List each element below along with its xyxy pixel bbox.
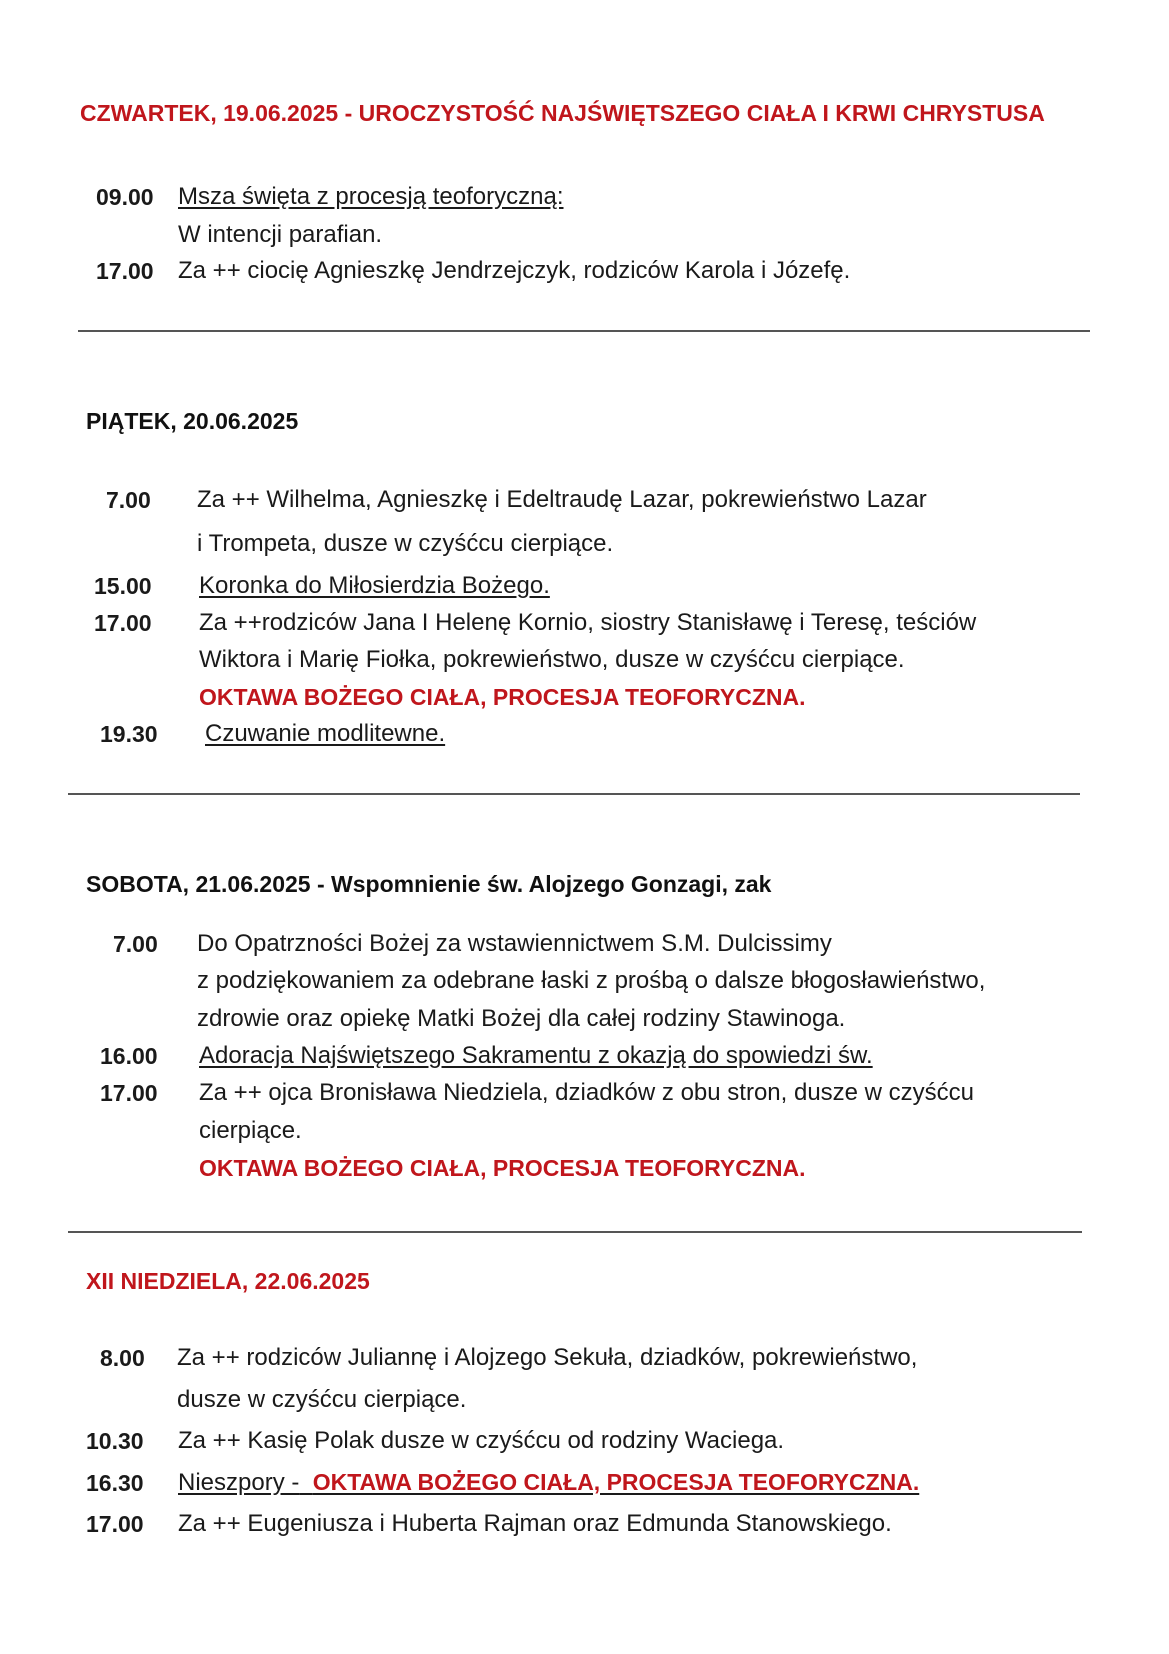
mass-intention-line: Za ++ Eugeniusza i Huberta Rajman oraz Edmunda Stanowskiego.	[178, 1510, 892, 1537]
mass-intention-line: Za ++ rodziców Juliannę i Alojzego Sekuła, dziadków, pokrewieństwo,	[177, 1344, 918, 1371]
mass-time: 7.00	[106, 487, 151, 513]
mass-intention-line: zdrowie oraz opiekę Matki Bożej dla całej rodziny Stawinoga.	[197, 1005, 846, 1032]
mass-time: 15.00	[94, 573, 152, 599]
mass-time: 17.00	[94, 610, 152, 636]
octave-note: OKTAWA BOŻEGO CIAŁA, PROCESJA TEOFORYCZNA.	[199, 684, 806, 710]
mass-intention-line: Msza święta z procesją teoforyczną:	[178, 183, 564, 210]
mass-time: 17.00	[100, 1080, 158, 1106]
mass-time: 09.00	[96, 184, 154, 210]
mass-intention-line: Koronka do Miłosierdzia Bożego.	[199, 572, 550, 599]
mass-intention-line: dusze w czyśćcu cierpiące.	[177, 1386, 467, 1413]
mass-time: 16.30	[86, 1470, 144, 1496]
mass-intention-line: W intencji parafian.	[178, 221, 383, 248]
mass-time: 17.00	[86, 1511, 144, 1537]
mass-intention-line: i Trompeta, dusze w czyśćcu cierpiące.	[197, 530, 614, 557]
vespers-label: Nieszpory -	[178, 1469, 300, 1496]
section-heading-friday: PIĄTEK, 20.06.2025	[86, 408, 299, 434]
octave-note: OKTAWA BOŻEGO CIAŁA, PROCESJA TEOFORYCZNA.	[199, 1155, 806, 1181]
mass-intention-line: Za ++ ojca Bronisława Niedziela, dziadków z obu stron, dusze w czyśćcu	[199, 1079, 975, 1106]
mass-intention-line: Wiktora i Marię Fiołka, pokrewieństwo, dusze w czyśćcu cierpiące.	[199, 646, 905, 673]
mass-intention-line: Czuwanie modlitewne.	[205, 720, 446, 747]
mass-intention-line: Adoracja Najświętszego Sakramentu z okazją do spowiedzi św.	[199, 1042, 873, 1069]
mass-intention-line: z podziękowaniem za odebrane łaski z prośbą o dalsze błogosławieństwo,	[197, 967, 986, 994]
section-divider	[78, 330, 1090, 332]
mass-intention-line: Za ++ Kasię Polak dusze w czyśćcu od rodziny Waciega.	[178, 1427, 785, 1454]
mass-time: 19.30	[100, 721, 158, 747]
mass-time: 10.30	[86, 1428, 144, 1454]
mass-time: 8.00	[100, 1345, 145, 1371]
mass-intention-line: Do Opatrzności Bożej za wstawiennictwem S.M. Dulcissimy	[197, 930, 832, 957]
section-heading-thursday: CZWARTEK, 19.06.2025 - UROCZYSTOŚĆ NAJŚWIĘTSZEGO CIAŁA I KRWI CHRYSTUSA	[80, 100, 1045, 126]
mass-time: 7.00	[113, 931, 158, 957]
section-heading-sunday: XII NIEDZIELA, 22.06.2025	[86, 1268, 370, 1294]
mass-intention-line: cierpiące.	[199, 1117, 302, 1144]
mass-intention-line	[178, 1469, 919, 1497]
mass-intention-line: Za ++ ciocię Agnieszkę Jendrzejczyk, rodziców Karola i Józefę.	[178, 257, 851, 284]
mass-time: 16.00	[100, 1043, 158, 1069]
mass-intention-line: Za ++rodziców Jana I Helenę Kornio, siostry Stanisławę i Teresę, teściów	[199, 609, 977, 636]
section-divider	[68, 1231, 1082, 1233]
octave-note: OKTAWA BOŻEGO CIAŁA, PROCESJA TEOFORYCZNA.	[312, 1469, 920, 1495]
section-divider	[68, 793, 1080, 795]
section-heading-saturday: SOBOTA, 21.06.2025 - Wspomnienie św. Alojzego Gonzagi, zak	[86, 871, 772, 897]
mass-time: 17.00	[96, 258, 154, 284]
mass-intention-line: Za ++ Wilhelma, Agnieszkę i Edeltraudę Lazar, pokrewieństwo Lazar	[197, 486, 927, 513]
